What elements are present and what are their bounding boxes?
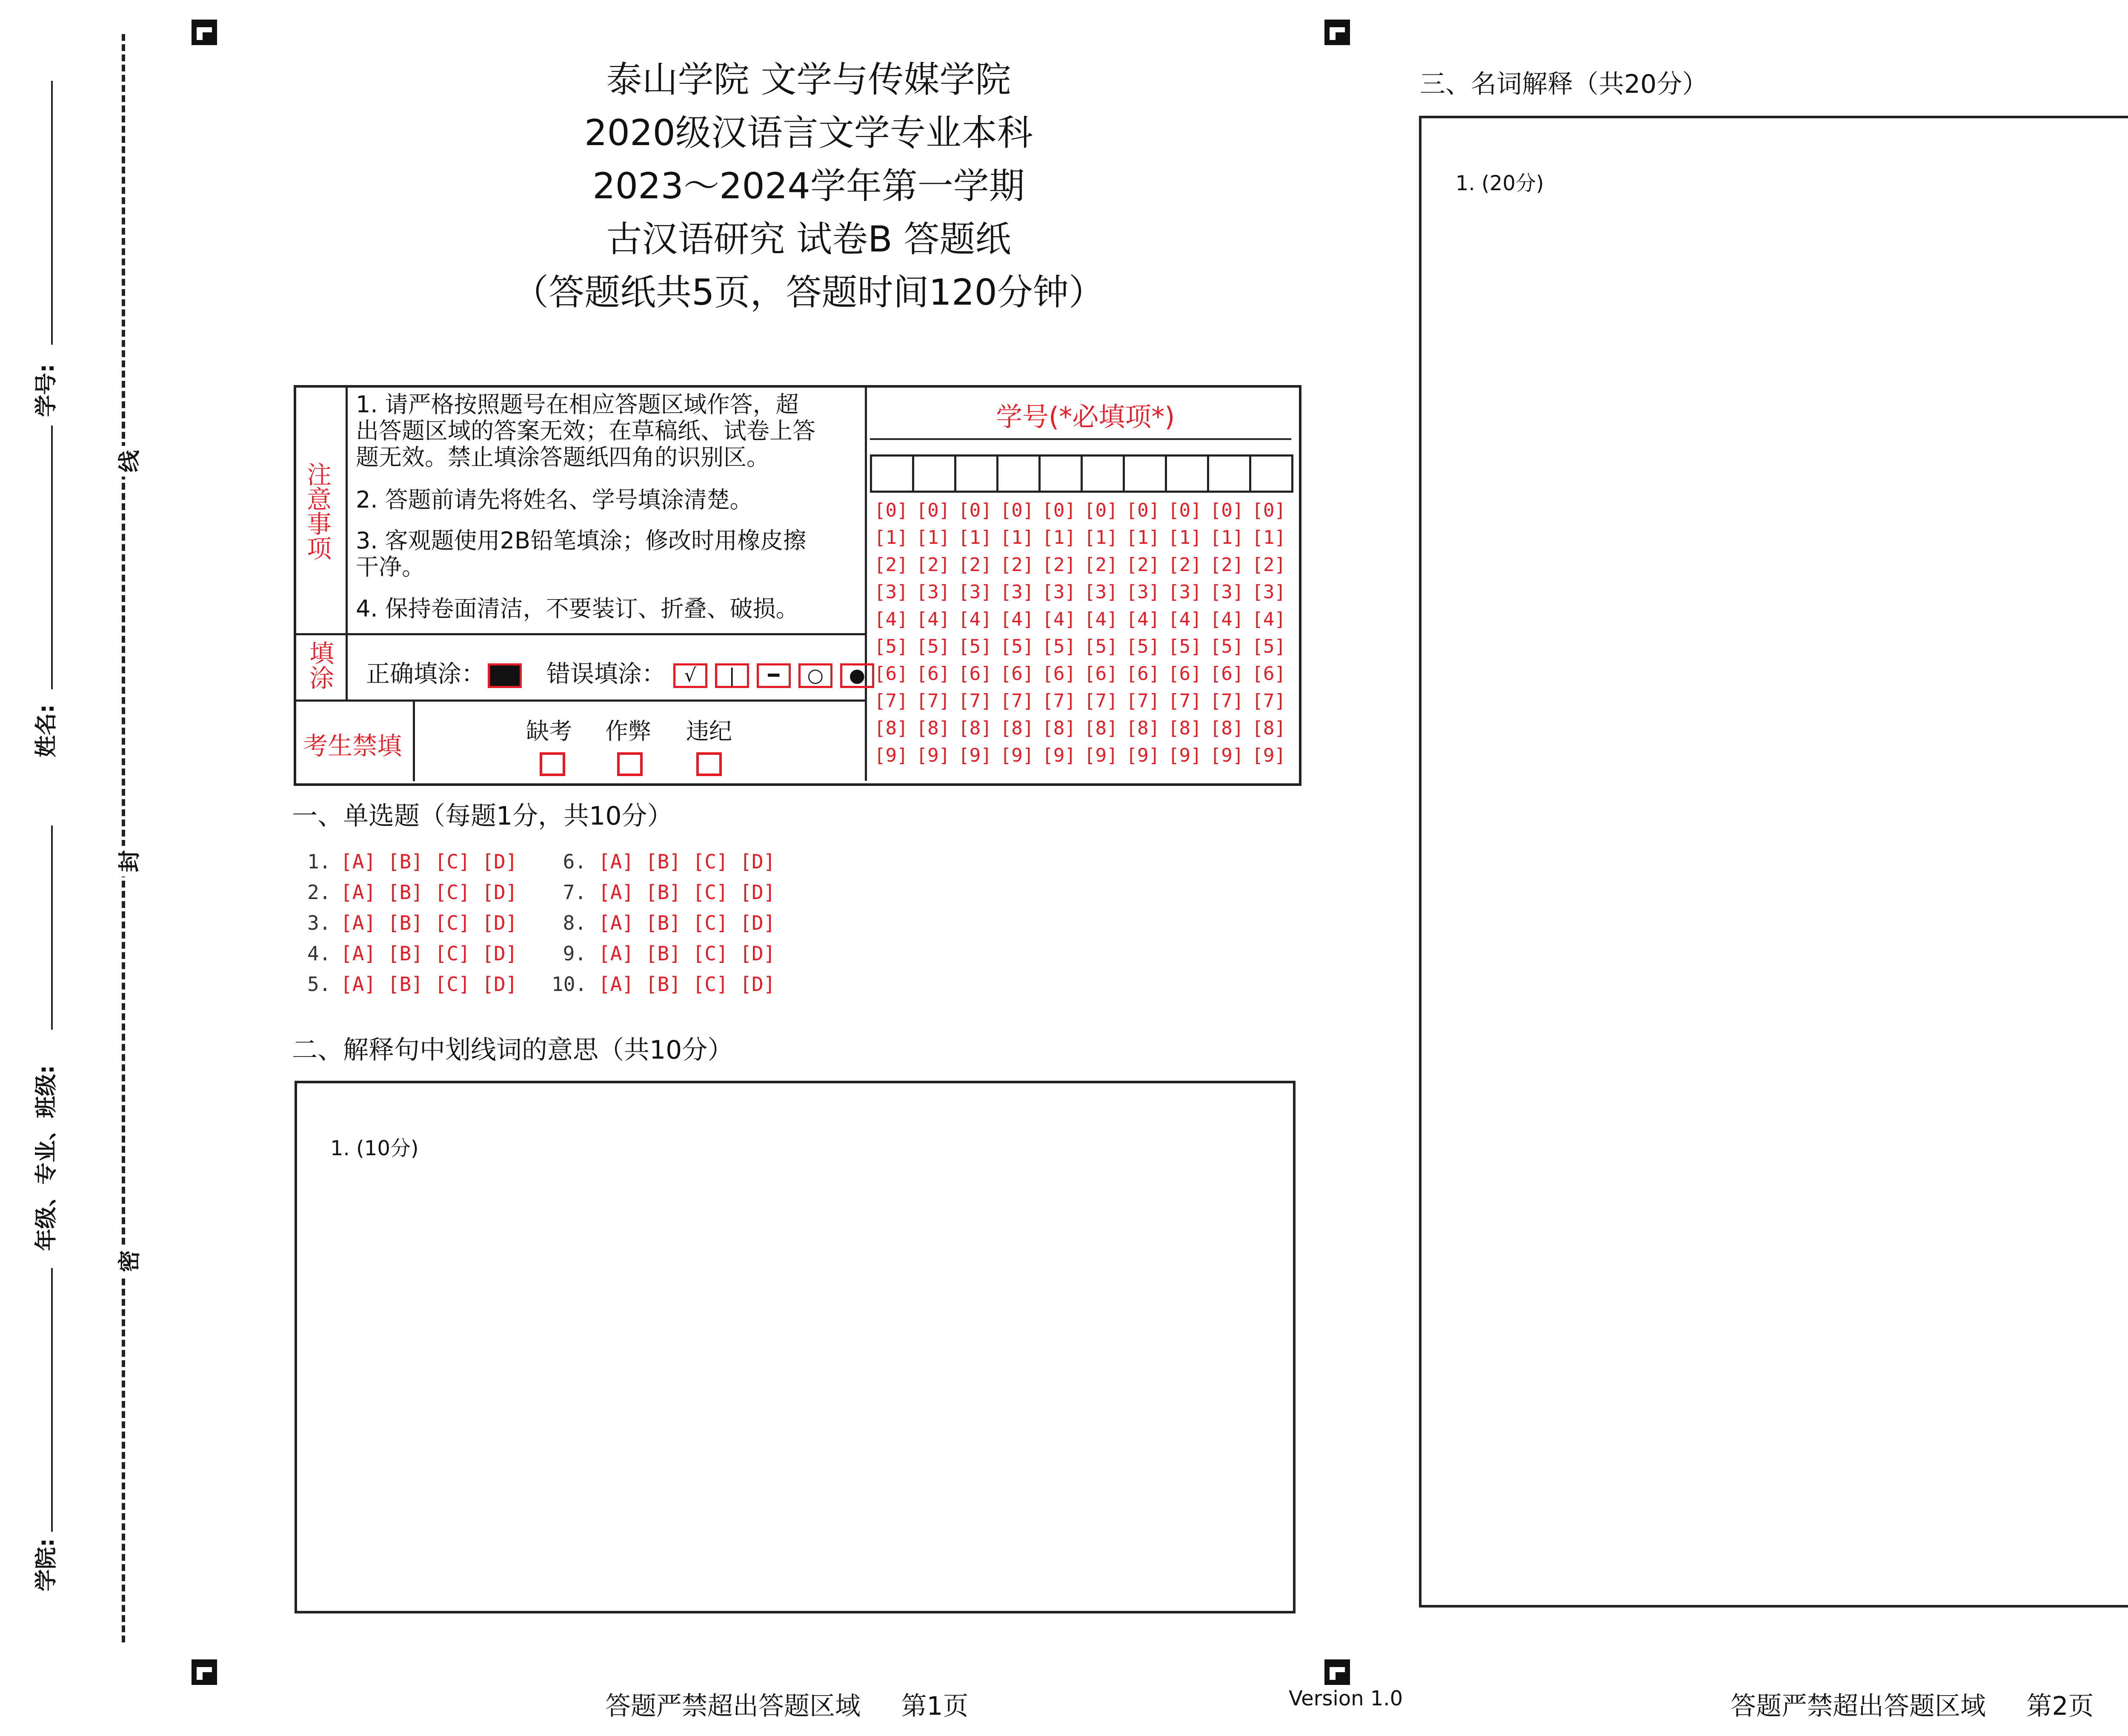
student-id-bubble[interactable]: [6]	[1252, 663, 1286, 685]
student-id-bubble[interactable]: [9]	[958, 745, 992, 766]
student-id-bubble[interactable]: [2]	[1126, 554, 1160, 576]
fill-correct-label: 正确填涂：	[366, 660, 485, 688]
student-id-bubble[interactable]: [0]	[958, 500, 992, 521]
student-id-bubble[interactable]: [9]	[1084, 745, 1118, 766]
mc-options[interactable]: [A] [B] [C] [D]	[340, 973, 518, 996]
forbid-cheat-checkbox[interactable]	[617, 752, 643, 776]
section2-title: 二、解释句中划线词的意思（共10分）	[292, 1035, 733, 1065]
student-id-box[interactable]	[1165, 454, 1209, 493]
seal-dashed-line	[122, 34, 125, 1642]
student-id-bubble[interactable]: [3]	[958, 581, 992, 603]
student-id-bubble[interactable]: [5]	[1042, 636, 1076, 657]
fill-wrong-example-dash: ━	[757, 663, 791, 688]
mc-question	[307, 911, 517, 934]
mc-options[interactable]: [A] [B] [C] [D]	[598, 973, 775, 996]
notice-item-1a: 1. 请严格按照题号在相应答题区域作答，超	[356, 391, 799, 418]
mc-options[interactable]: [A] [B] [C] [D]	[340, 881, 518, 904]
mc-question	[307, 973, 517, 996]
forbid-cheat-label: 作弊	[605, 718, 651, 745]
notice-heading: 注意事项	[303, 462, 332, 560]
student-id-bubble[interactable]: [7]	[1168, 690, 1202, 712]
student-id-bubble[interactable]: [6]	[1084, 663, 1118, 685]
student-id-bubble[interactable]: [8]	[1210, 717, 1244, 739]
student-id-box[interactable]	[1081, 454, 1125, 493]
section1-title: 一、单选题（每题1分，共10分）	[292, 801, 673, 831]
student-id-box[interactable]	[1123, 454, 1167, 493]
student-id-bubble[interactable]: [7]	[916, 690, 950, 712]
student-id-bubble[interactable]: [8]	[958, 717, 992, 739]
student-id-bubble[interactable]: [1]	[958, 527, 992, 548]
student-id-column	[1210, 497, 1244, 769]
student-id-bubble[interactable]: [5]	[1000, 636, 1034, 657]
student-id-bubble[interactable]: [2]	[874, 554, 908, 576]
student-id-bubble[interactable]: [8]	[874, 717, 908, 739]
student-id-column	[1042, 497, 1075, 769]
student-id-bubble[interactable]: [7]	[1042, 690, 1076, 712]
college-underline	[51, 1268, 53, 1532]
student-id-bubble[interactable]: [9]	[1042, 745, 1076, 766]
student-id-bubble[interactable]: [8]	[1126, 717, 1160, 739]
name-label: 姓名:	[34, 704, 59, 757]
mc-question	[552, 850, 775, 873]
college-label: 学院:	[34, 1538, 59, 1591]
mc-question	[552, 881, 775, 904]
fill-wrong-example-bar: |	[715, 663, 749, 688]
student-id-bubble[interactable]: [5]	[874, 636, 908, 657]
student-id-box[interactable]	[996, 454, 1041, 493]
mc-question-number: 3.	[307, 911, 331, 934]
student-id-column	[1000, 497, 1034, 769]
student-id-box[interactable]	[1038, 454, 1083, 493]
student-id-underline	[51, 81, 53, 345]
student-id-bubble[interactable]: [3]	[1252, 581, 1286, 603]
student-id-bubble[interactable]: [2]	[916, 554, 950, 576]
fill-row	[366, 655, 874, 689]
header-line-5: （答题纸共5页，答题时间120分钟）	[513, 271, 1104, 313]
divider-notice-bottom	[296, 633, 865, 635]
mc-options[interactable]: [A] [B] [C] [D]	[598, 881, 775, 904]
student-id-bubble[interactable]: [4]	[958, 608, 992, 630]
student-id-bubble[interactable]: [3]	[1000, 581, 1034, 603]
notice-item-3b: 干净。	[356, 554, 425, 580]
student-id-bubble[interactable]: [3]	[874, 581, 908, 603]
notice-item-2: 2. 答题前请先将姓名、学号填涂清楚。	[356, 486, 753, 513]
student-id-box[interactable]	[912, 454, 956, 493]
footer-page-1: 答题严禁超出答题区域 第1页	[605, 1691, 969, 1721]
student-id-bubble[interactable]: [7]	[1084, 690, 1118, 712]
section2-answer-box[interactable]	[295, 1081, 1296, 1613]
header-line-2: 2020级汉语言文学专业本科	[584, 112, 1033, 154]
header-line-3: 2023～2024学年第一学期	[592, 165, 1025, 207]
student-id-bubble[interactable]: [4]	[1168, 608, 1202, 630]
student-id-bubble[interactable]: [0]	[1042, 500, 1076, 521]
divider-fill-col	[346, 634, 348, 700]
student-id-bubble[interactable]: [0]	[874, 500, 908, 521]
mc-question-number: 1.	[307, 850, 331, 873]
student-id-box[interactable]	[870, 454, 914, 493]
student-id-bubble[interactable]: [0]	[1000, 500, 1034, 521]
student-id-bubble[interactable]: [2]	[1168, 554, 1202, 576]
student-id-column	[916, 497, 950, 769]
seal-label-secret: 密	[112, 1246, 143, 1276]
fill-wrong-label: 错误填涂：	[546, 660, 666, 688]
student-id-bubble[interactable]: [4]	[1000, 608, 1034, 630]
forbid-absent-checkbox[interactable]	[540, 752, 565, 776]
mc-question-number: 2.	[307, 881, 331, 904]
student-id-column	[1084, 497, 1118, 769]
forbid-violation-label: 违纪	[686, 718, 732, 745]
student-id-rule	[870, 438, 1291, 440]
student-id-bubble[interactable]: [5]	[1210, 636, 1244, 657]
mc-question	[552, 973, 775, 996]
corner-marker-bottom-left	[192, 1659, 217, 1685]
divider-notice-col	[346, 388, 348, 634]
student-id-bubble[interactable]: [1]	[1168, 527, 1202, 548]
student-id-bubble[interactable]: [1]	[1042, 527, 1076, 548]
student-id-bubble[interactable]: [7]	[958, 690, 992, 712]
footer-page-2: 答题严禁超出答题区域 第2页	[1730, 1691, 2094, 1721]
student-id-bubble[interactable]: [2]	[958, 554, 992, 576]
student-id-bubble[interactable]: [7]	[1210, 690, 1244, 712]
student-id-bubble[interactable]: [7]	[1126, 690, 1160, 712]
student-id-bubble[interactable]: [0]	[916, 500, 950, 521]
student-id-bubble[interactable]: [1]	[874, 527, 908, 548]
student-id-bubble[interactable]: [6]	[1000, 663, 1034, 685]
student-id-heading: 学号(*必填项*)	[996, 401, 1175, 432]
student-id-bubble[interactable]: [6]	[958, 663, 992, 685]
student-id-column	[1126, 497, 1160, 769]
student-id-bubble[interactable]: [8]	[1000, 717, 1034, 739]
mc-question-number: 4.	[307, 942, 331, 965]
exam-forbidden-heading: 考生禁填	[303, 731, 402, 760]
seal-label-seal: 封	[112, 846, 143, 877]
student-id-bubble[interactable]: [6]	[1168, 663, 1202, 685]
header-line-1: 泰山学院 文学与传媒学院	[606, 59, 1011, 100]
fill-wrong-example-dot: ●	[840, 663, 874, 688]
student-id-bubble[interactable]: [0]	[1252, 500, 1286, 521]
mc-question-number: 8.	[563, 911, 586, 934]
student-id-bubble[interactable]: [1]	[1210, 527, 1244, 548]
corner-marker-top-left	[192, 20, 217, 45]
mc-question-number: 7.	[563, 881, 586, 904]
fill-correct-example	[488, 663, 522, 688]
mc-question	[307, 881, 517, 904]
notice-item-1b: 出答题区域的答案无效；在草稿纸、试卷上答	[356, 417, 815, 444]
student-id-bubble[interactable]: [1]	[1252, 527, 1286, 548]
mc-question-number: 5.	[307, 973, 331, 996]
student-id-bubble[interactable]: [4]	[1210, 608, 1244, 630]
student-id-bubble[interactable]: [8]	[916, 717, 950, 739]
student-id-bubble[interactable]: [9]	[1252, 745, 1286, 766]
student-id-bubble[interactable]: [3]	[1168, 581, 1202, 603]
student-id-bubble[interactable]: [3]	[1084, 581, 1118, 603]
student-id-bubble[interactable]: [0]	[1210, 500, 1244, 521]
student-id-bubble[interactable]: [7]	[1000, 690, 1034, 712]
student-id-bubble[interactable]: [8]	[1084, 717, 1118, 739]
student-id-bubble[interactable]: [5]	[1252, 636, 1286, 657]
grade-underline	[51, 825, 53, 1030]
student-id-bubble[interactable]: [3]	[1210, 581, 1244, 603]
student-id-bubble[interactable]: [1]	[916, 527, 950, 548]
student-id-bubble[interactable]: [6]	[1042, 663, 1076, 685]
student-id-bubble[interactable]: [5]	[1126, 636, 1160, 657]
student-id-bubble[interactable]: [2]	[1084, 554, 1118, 576]
notice-item-4: 4. 保持卷面清洁，不要装订、折叠、破损。	[356, 595, 799, 622]
student-id-bubble[interactable]: [9]	[1168, 745, 1202, 766]
student-id-bubble[interactable]: [5]	[916, 636, 950, 657]
section3-answer-box[interactable]	[1419, 116, 2128, 1608]
student-id-bubble[interactable]: [1]	[1084, 527, 1118, 548]
mc-options[interactable]: [A] [B] [C] [D]	[340, 942, 518, 965]
student-id-bubble[interactable]: [0]	[1168, 500, 1202, 521]
header-line-4: 古汉语研究 试卷B 答题纸	[606, 218, 1011, 260]
notice-item-3a: 3. 客观题使用2B铅笔填涂；修改时用橡皮擦	[356, 527, 807, 554]
mc-question	[307, 942, 517, 965]
mc-question-number: 9.	[563, 942, 586, 965]
student-id-bubble[interactable]: [9]	[1000, 745, 1034, 766]
student-id-box[interactable]	[954, 454, 998, 493]
forbid-violation-checkbox[interactable]	[696, 752, 722, 776]
mc-options[interactable]: [A] [B] [C] [D]	[598, 850, 775, 873]
student-id-bubble[interactable]: [6]	[874, 663, 908, 685]
mc-question-number: 6.	[563, 850, 586, 873]
student-id-column	[1252, 497, 1285, 769]
student-id-bubble[interactable]: [1]	[1126, 527, 1160, 548]
student-id-bubble[interactable]: [2]	[1042, 554, 1076, 576]
student-id-bubble[interactable]: [8]	[1252, 717, 1286, 739]
notice-item-1c: 题无效。禁止填涂答题纸四角的识别区。	[356, 444, 769, 471]
student-id-bubble[interactable]: [5]	[1168, 636, 1202, 657]
name-underline	[51, 425, 53, 689]
student-id-boxes	[870, 454, 1291, 493]
grade-major-class-label: 年级、专业、班级:	[34, 1065, 59, 1251]
student-id-bubble[interactable]: [9]	[874, 745, 908, 766]
student-id-bubble[interactable]: [0]	[1084, 500, 1118, 521]
corner-marker-bottom-middle	[1324, 1659, 1350, 1685]
mc-question-number: 10.	[552, 973, 587, 996]
student-id-bubble[interactable]: [6]	[916, 663, 950, 685]
student-id-bubble[interactable]: [0]	[1126, 500, 1160, 521]
fill-wrong-example-circle: ○	[798, 663, 832, 688]
corner-marker-top-middle	[1324, 20, 1350, 45]
mc-options[interactable]: [A] [B] [C] [D]	[340, 911, 518, 934]
mc-options[interactable]: [A] [B] [C] [D]	[598, 911, 775, 934]
fill-heading: 填涂	[305, 640, 334, 690]
student-id-bubble[interactable]: [7]	[1252, 690, 1286, 712]
student-id-bubble[interactable]: [2]	[1210, 554, 1244, 576]
student-id-bubble[interactable]: [3]	[1042, 581, 1076, 603]
student-id-column	[1168, 497, 1201, 769]
student-id-bubble[interactable]: [4]	[1042, 608, 1076, 630]
student-id-box[interactable]	[1207, 454, 1251, 493]
student-id-box[interactable]	[1249, 454, 1293, 493]
student-id-bubble[interactable]: [3]	[916, 581, 950, 603]
student-id-bubble[interactable]: [4]	[1252, 608, 1286, 630]
fill-wrong-example-check: √	[673, 663, 707, 688]
footer-version: Version 1.0	[1289, 1687, 1403, 1710]
divider-id-col	[865, 388, 867, 781]
student-id-bubble[interactable]: [1]	[1000, 527, 1034, 548]
student-id-column	[958, 497, 992, 769]
student-id-bubble[interactable]: [4]	[1126, 608, 1160, 630]
student-id-bubble[interactable]: [9]	[916, 745, 950, 766]
divider-forbid-col	[413, 700, 415, 781]
student-id-bubble[interactable]: [7]	[874, 690, 908, 712]
student-id-bubble[interactable]: [9]	[1210, 745, 1244, 766]
student-id-bubble[interactable]: [2]	[1000, 554, 1034, 576]
seal-label-line: 线	[112, 446, 143, 477]
mc-options[interactable]: [A] [B] [C] [D]	[340, 850, 518, 873]
student-id-bubble[interactable]: [6]	[1210, 663, 1244, 685]
student-id-bubble[interactable]: [5]	[1084, 636, 1118, 657]
student-id-label: 学号:	[34, 364, 59, 417]
student-id-bubble[interactable]: [8]	[1042, 717, 1076, 739]
student-id-bubble[interactable]: [3]	[1126, 581, 1160, 603]
student-id-column	[874, 497, 908, 769]
mc-options[interactable]: [A] [B] [C] [D]	[598, 942, 775, 965]
mc-question	[552, 942, 775, 965]
section2-question-label: 1. (10分)	[330, 1136, 419, 1160]
student-id-bubble[interactable]: [2]	[1252, 554, 1286, 576]
section3-question-label: 1. (20分)	[1456, 171, 1544, 195]
student-id-bubble[interactable]: [4]	[1084, 608, 1118, 630]
student-id-bubble[interactable]: [8]	[1168, 717, 1202, 739]
section3-title: 三、名词解释（共20分）	[1420, 69, 1708, 99]
forbid-absent-label: 缺考	[526, 718, 572, 745]
mc-question	[307, 850, 517, 873]
student-id-bubble[interactable]: [4]	[916, 608, 950, 630]
divider-fill-bottom	[296, 700, 865, 702]
mc-question	[552, 911, 775, 934]
student-id-bubble[interactable]: [5]	[958, 636, 992, 657]
student-id-bubble[interactable]: [9]	[1126, 745, 1160, 766]
student-id-bubble[interactable]: [6]	[1126, 663, 1160, 685]
student-id-bubble[interactable]: [4]	[874, 608, 908, 630]
